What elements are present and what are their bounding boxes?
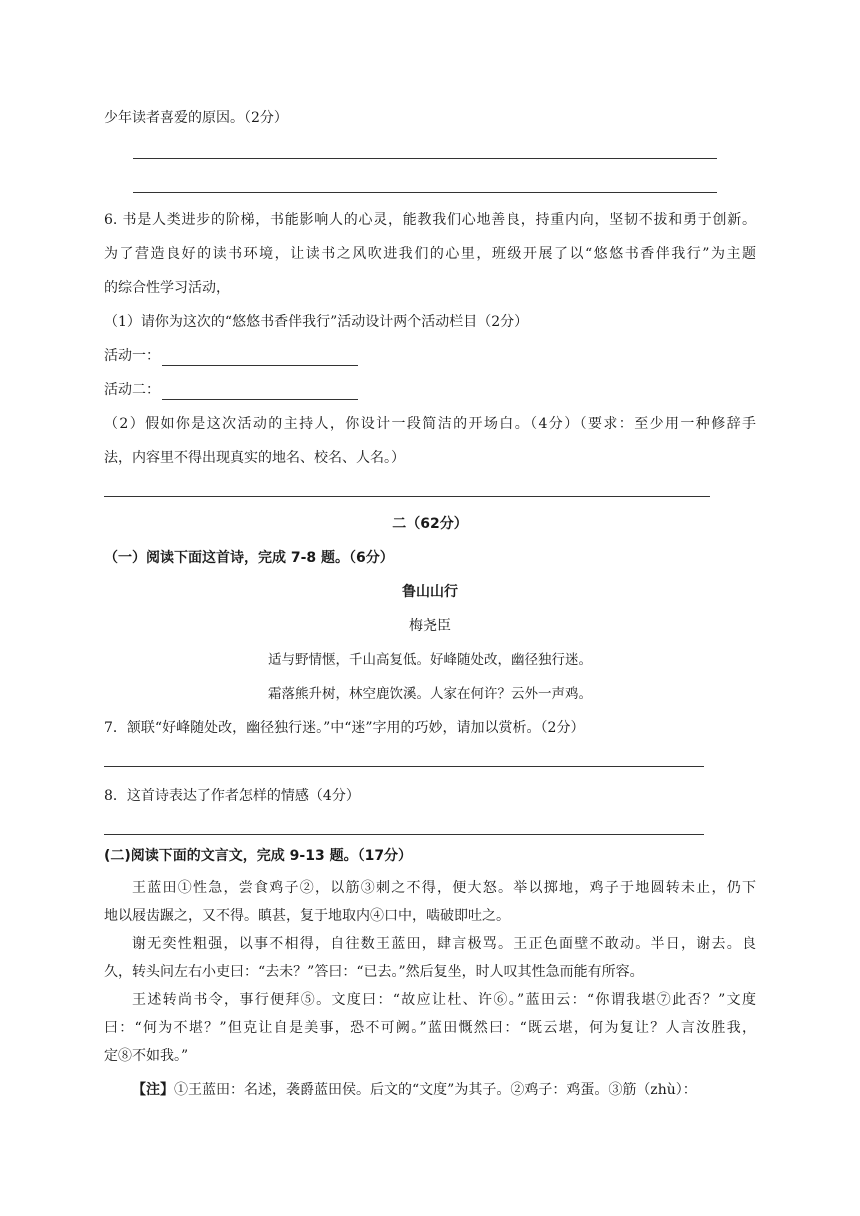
section-title: 二（62分） [392,516,468,532]
part2-heading: (二)阅读下面的文言文，完成 9-13 题。（17分） [104,848,413,864]
answer-line [104,496,710,497]
passage-line: 曰：“何为不堪？”但克让自是美事，恐不可阙。”蓝田慨然曰：“既云堪，何为复让？人言汝胜我， [104,1020,756,1036]
poem-author: 梅尧臣 [409,618,451,634]
poem-line: 适与野情惬，千山高复低。好峰随处改，幽径独行迷。 [268,652,592,668]
poem-title: 鲁山山行 [402,584,458,600]
q6-stem-line: 的综合性学习活动， [104,280,230,296]
activity-one-label: 活动一： [104,348,160,364]
note-text: ①王蓝田：名述，袭爵蓝田侯。后文的“文度”为其子。②鸡子：鸡蛋。③筋（zhù）： [174,1082,697,1098]
q8: 8．这首诗表达了作者怎样的情感（4分） [104,788,360,804]
note-label: 【注】 [132,1082,174,1098]
passage-line: 久，转头问左右小吏曰：“去未？”答曰：“已去。”然后复坐，时人叹其性急而能有所容。 [104,964,644,980]
passage-line: 谢无奕性粗强，以事不相得，自往数王蓝田，肆言极骂。王正色面壁不敢动。半日，谢去。良 [132,936,756,952]
q6-stem-line: 6. 书是人类进步的阶梯，书能影响人的心灵，能教我们心地善良，持重内向，坚韧不拔和勇于创新。 [104,212,756,228]
q6-sub1: （1）请你为这次的“悠悠书香伴我行”活动设计两个活动栏目（2分） [104,314,529,330]
q6-stem-line: 为了营造良好的读书环境，让读书之风吹进我们的心里，班级开展了以“悠悠书香伴我行”为主题 [104,246,756,262]
activity-two [104,380,358,400]
activity-two-label: 活动二： [104,382,160,398]
activity-one [104,346,358,366]
answer-line [133,192,717,193]
q6-sub2-line: （2）假如你是这次活动的主持人，你设计一段简洁的开场白。（4分）（要求：至少用一种修辞手 [104,416,756,432]
q6-sub2-line: 法，内容里不得出现真实的地名、校名、人名。） [104,450,405,466]
activity-two-blank [162,385,358,400]
activity-one-blank [162,351,358,366]
poem-line: 霜落熊升树，林空鹿饮溪。人家在何许？云外一声鸡。 [268,686,592,702]
q5-tail: 少年读者喜爱的原因。（2分） [104,110,288,126]
answer-line [133,158,717,159]
passage-line: 定⑧不如我。” [104,1048,189,1064]
part1-heading: （一）阅读下面这首诗，完成 7-8 题。（6分） [104,550,394,566]
passage-line: 王述转尚书令，事行便拜⑤。文度曰：“故应让杜、许⑥。”蓝田云：“你谓我堪⑦此否？”文度 [132,992,756,1008]
answer-line [104,766,704,767]
q7: 7．颔联“好峰随处改，幽径独行迷。”中“迷”字用的巧妙，请加以赏析。（2分） [104,720,585,736]
notes-line [132,1080,697,1100]
passage-line: 王蓝田①性急，尝食鸡子②，以筋③刺之不得，便大怒。举以掷地，鸡子于地圆转未止，仍下 [132,880,756,896]
answer-line [104,834,704,835]
passage-line: 地以屐齿蹍之，又不得。瞋甚，复于地取内④口中，啮破即吐之。 [104,908,510,924]
